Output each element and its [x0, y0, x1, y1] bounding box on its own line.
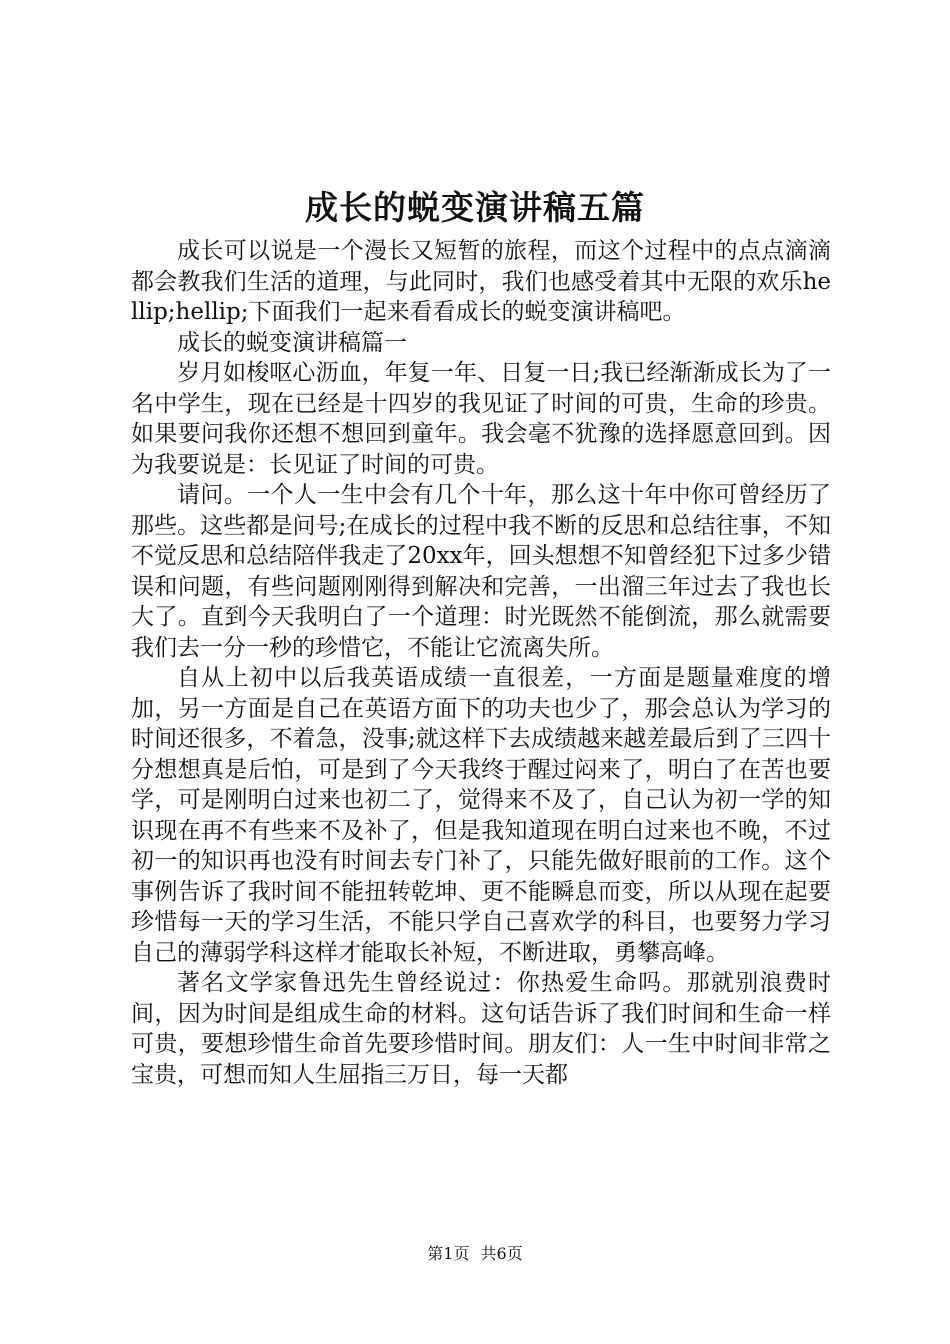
total-pages: 共6页 — [480, 1244, 523, 1263]
section-heading: 成长的蜕变演讲稿篇一 — [177, 329, 407, 356]
document-title: 成长的蜕变演讲稿五篇 — [305, 188, 645, 227]
body-paragraph: 岁月如梭呕心沥血，年复一年、日复一日;我已经渐渐成长为了一名中学生，现在已经是十四岁的我见证了时间的可贵，生命的珍贵。如果要问我你还想不想回到童年。我会毫不犹豫的选择愿意回到。因为我要说是：长见证了时间的可贵。 — [131, 360, 831, 478]
document-body — [131, 236, 831, 1090]
intro-paragraph: 成长可以说是一个漫长又短暂的旅程，而这个过程中的点点滴滴都会教我们生活的道理，与此同时，我们也感受着其中无限的欢乐hellip;hellip;下面我们一起来看看成长的蜕变演讲稿吧。 — [131, 238, 831, 325]
body-paragraph: 请问。一个人一生中会有几个十年，那么这十年中你可曾经历了那些。这些都是问号;在成长的过程中我不断的反思和总结往事，不知不觉反思和总结陪伴我走了20xx年，回头想想不知曾经犯下过多少错误和问题，有些问题刚刚得到解决和完善，一出溜三年过去了我也长大了。直到今天我明白了一个道理：时光既然不能倒流，那么就需要我们去一分一秒的珍惜它，不能让它流离失所。 — [131, 482, 831, 661]
body-paragraph: 自从上初中以后我英语成绩一直很差，一方面是题量难度的增加，另一方面是自己在英语方面下的功夫也少了，那会总认为学习的时间还很多，不着急，没事;就这样下去成绩越来越差最后到了三四十分想想真是后怕，可是到了今天我终于醒过闷来了，明白了在苦也要学，可是刚明白过来也初二了，觉得来不及了，自己认为初一学的知识现在再不有些来不及补了，但是我知道现在明白过来也不晚，不过初一的知识再也没有时间去专门补了，只能先做好眼前的工作。这个事例告诉了我时间不能扭转乾坤、更不能瞬息而变，所以从现在起要珍惜每一天的学习生活，不能只学自己喜欢学的科目，也要努力学习自己的薄弱学科这样才能取长补短，不断进取，勇攀高峰。 — [131, 665, 831, 966]
body-paragraph: 著名文学家鲁迅先生曾经说过：你热爱生命吗。那就别浪费时间，因为时间是组成生命的材料。这句话告诉了我们时间和生命一样可贵，要想珍惜生命首先要珍惜时间。朋友们：人一生中时间非常之宝贵，可想而知人生屈指三万日，每一天都 — [131, 970, 831, 1088]
page-footer — [0, 1244, 950, 1264]
page-number: 第1页 — [427, 1244, 470, 1263]
